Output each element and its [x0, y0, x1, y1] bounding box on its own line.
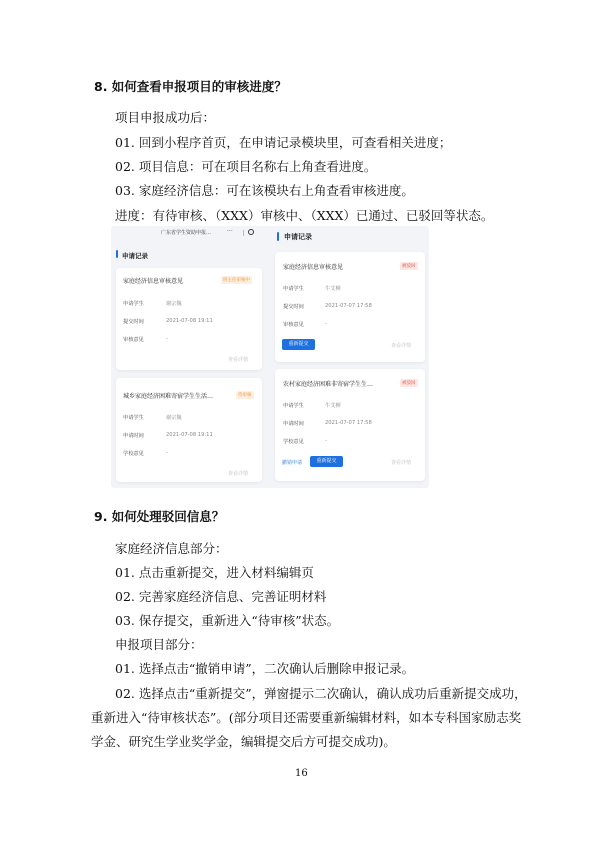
row-label: 申请时间: [123, 433, 144, 439]
card-title: 农村家庭经济困难非寄宿学生生…: [283, 381, 374, 388]
resubmit-button[interactable]: 重新提交: [282, 339, 315, 350]
status-badge: 待审核: [238, 393, 252, 398]
card-title: 家庭经济信息审核意见: [283, 264, 344, 271]
view-details-link[interactable]: 查看详情: [391, 343, 412, 349]
section-9-line: 申报项目部分：: [115, 637, 203, 652]
app-title: 广东省学生资助申报…: [161, 230, 212, 236]
section-8-line: 进度：有待审核、（XXX）审核中、（XXX）已通过、已驳回等状态。: [115, 208, 494, 223]
section-9-line: 03. 保存提交，重新进入“待审核”状态。: [115, 613, 340, 628]
row-label: 提交时间: [123, 319, 144, 325]
row-value: 牛艾柳: [325, 286, 341, 292]
cancel-application-link[interactable]: 撤销申请: [282, 460, 303, 466]
record-card[interactable]: [275, 252, 425, 362]
left-panel: [111, 226, 268, 488]
view-details-link[interactable]: 查看详情: [228, 471, 249, 477]
section-9-line: 学金、研究生学业奖学金，编辑提交后方可提交成功)。: [91, 734, 396, 749]
card-title: 城乡家庭经济困难寄宿学生生活…: [123, 393, 214, 400]
section-8-line: 02. 项目信息：可在项目名称右上角查看进度。: [115, 159, 377, 174]
resubmit-button[interactable]: 重新提交: [310, 456, 343, 467]
row-label: 申请学生: [283, 286, 304, 292]
row-value: -: [166, 336, 168, 342]
view-details-link[interactable]: 查看详情: [391, 460, 412, 466]
row-label: 学校意见: [123, 451, 144, 457]
divider: [243, 230, 244, 236]
row-label: 申请学生: [123, 301, 144, 307]
status-badge: 班主任审核中: [223, 278, 250, 283]
section-9-line: 01. 点击重新提交，进入材料编辑页: [115, 565, 314, 580]
row-value: 2021-07-08 19:11: [166, 318, 213, 324]
status-badge: 被驳回: [402, 264, 416, 269]
section-9-line: 家庭经济信息部分：: [115, 541, 228, 556]
row-value: -: [325, 321, 327, 327]
page-number: 16: [295, 768, 308, 779]
record-card[interactable]: [275, 369, 425, 481]
row-label: 申请学生: [283, 403, 304, 409]
record-card[interactable]: [116, 268, 262, 370]
section-8-line: 项目申报成功后：: [115, 110, 216, 125]
section-9-line: 重新进入“待审核状态”。(部分项目还需要重新编辑材料，如本专科国家励志奖: [91, 710, 522, 725]
section-marker: [277, 232, 279, 241]
view-details-link[interactable]: 查看详情: [228, 357, 249, 363]
row-label: 申请学生: [123, 415, 144, 421]
section-9-line: 01. 选择点击“撤销申请”，二次确认后删除申报记录。: [115, 661, 415, 676]
row-value: 2021-07-08 19:11: [166, 432, 213, 438]
row-value: 谢宗魏: [166, 415, 182, 421]
row-value: 2021-07-07 17:58: [325, 303, 372, 309]
close-circle-icon[interactable]: [248, 229, 254, 235]
row-label: 提交时间: [283, 304, 304, 310]
app-screenshot: [111, 226, 429, 488]
row-value: 牛艾柳: [325, 403, 341, 409]
section-title: 申请记录: [122, 252, 148, 260]
row-value: 谢宗魏: [166, 301, 182, 307]
row-label: 学校意见: [283, 439, 304, 445]
row-label: 审核意见: [283, 322, 304, 328]
section-9-line: 02. 选择点击“重新提交”，弹窗提示二次确认，确认成功后重新提交成功，: [115, 686, 527, 701]
section-title: 申请记录: [284, 233, 312, 241]
row-value: -: [166, 450, 168, 456]
section-8-heading: 8. 如何查看申报项目的审核进度？: [94, 79, 287, 94]
section-8-line: 03. 家庭经济信息：可在该模块右上角查看审核进度。: [115, 183, 414, 198]
section-8-line: 01. 回到小程序首页，在申请记录模块里，可查看相关进度；: [115, 135, 452, 150]
row-label: 审核意见: [123, 337, 144, 343]
row-value: 2021-07-07 17:58: [325, 420, 372, 426]
row-label: 申请时间: [283, 421, 304, 427]
card-title: 家庭经济信息审核意见: [123, 278, 184, 285]
record-card[interactable]: [116, 378, 262, 482]
section-9-line: 02. 完善家庭经济信息、完善证明材料: [115, 589, 327, 604]
status-badge: 被驳回: [402, 381, 416, 386]
section-marker: [116, 250, 118, 258]
right-panel: [272, 226, 429, 488]
row-value: -: [325, 438, 327, 444]
more-icon[interactable]: ···: [227, 228, 233, 235]
section-9-heading: 9. 如何处理驳回信息？: [94, 509, 225, 524]
